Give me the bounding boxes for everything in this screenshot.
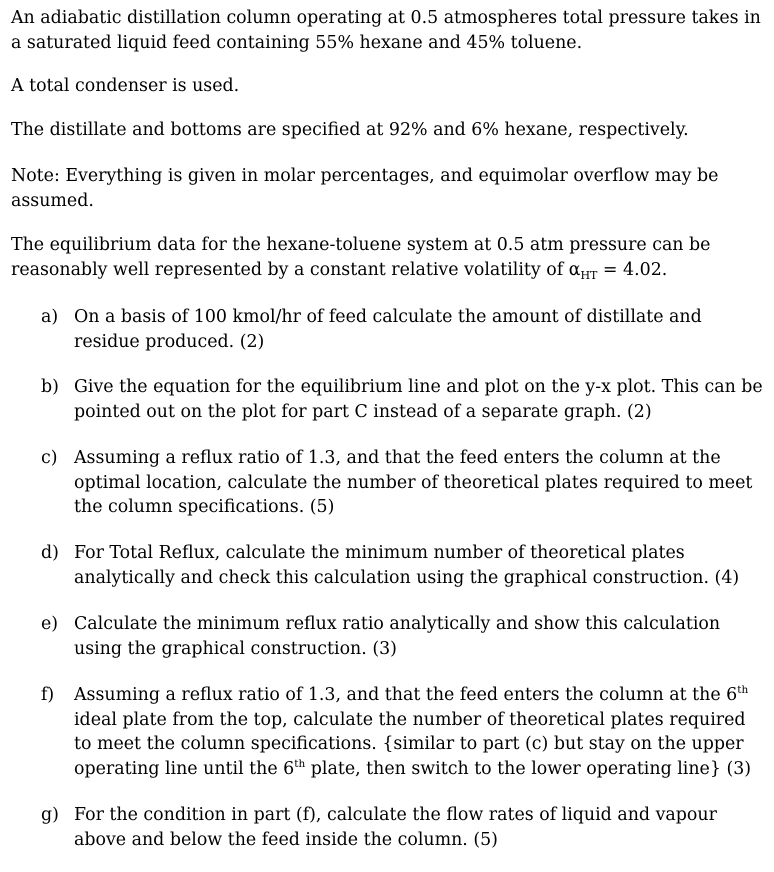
question-e xyxy=(41,612,767,661)
question-text-part: ideal plate from the top, calculate the number of theoretical plates required to meet the column specifications. {similar to part (c) but stay on the upper operating line until the 6 xyxy=(74,709,746,779)
question-text: Calculate the minimum reflux ratio analytically and show this calculation using the graphical construction. (3) xyxy=(74,614,721,659)
intro-paragraph-feed: An adiabatic distillation column operating at 0.5 atmospheres total pressure takes in a saturated liquid feed containing 55% hexane and 45% toluene. xyxy=(11,8,761,53)
question-text-part: plate, then switch to the lower operating line} (3) xyxy=(305,758,752,779)
question-label: c) xyxy=(41,448,58,468)
alpha-subscript: HT xyxy=(580,268,598,282)
question-b xyxy=(41,375,767,424)
question-label: a) xyxy=(41,307,59,327)
question-label: e) xyxy=(41,614,59,634)
question-a xyxy=(41,305,767,354)
question-c xyxy=(41,446,767,520)
question-text: Give the equation for the equilibrium line and plot on the y-x plot. This can be pointed out on the plot for part C instead of a separate graph. (2) xyxy=(74,377,763,422)
question-text xyxy=(74,683,767,781)
question-f xyxy=(41,683,767,781)
question-text: Assuming a reflux ratio of 1.3, and that the feed enters the column at the optimal location, calculate the number of theoretical plates required to meet the column specifications. (5) xyxy=(74,448,753,517)
question-label: g) xyxy=(41,805,59,825)
question-text: On a basis of 100 kmol/hr of feed calculate the amount of distillate and residue produced. (2) xyxy=(74,307,702,352)
intro-paragraph-note: Note: Everything is given in molar percentages, and equimolar overflow may be assumed. xyxy=(11,166,719,211)
ordinal-superscript: th xyxy=(294,757,306,770)
question-text: For Total Reflux, calculate the minimum number of theoretical plates analytically and check this calculation using the graphical construction. (4) xyxy=(74,543,740,588)
equilibrium-text: The equilibrium data for the hexane-toluene system at 0.5 atm pressure can be reasonably well represented by a constant relative volatility of xyxy=(11,235,711,280)
question-g xyxy=(41,803,767,852)
question-d xyxy=(41,541,767,590)
intro-paragraph-equilibrium xyxy=(11,233,767,282)
intro-paragraph-specs: The distillate and bottoms are specified at 92% and 6% hexane, respectively. xyxy=(11,120,689,140)
question-label: b) xyxy=(41,377,59,397)
alpha-symbol: α xyxy=(568,259,581,280)
question-text: For the condition in part (f), calculate the flow rates of liquid and vapour above and below the feed inside the column. (5) xyxy=(74,805,717,850)
intro-paragraph-condenser: A total condenser is used. xyxy=(11,76,240,96)
question-label: d) xyxy=(41,543,59,563)
question-text-part: Assuming a reflux ratio of 1.3, and that the feed enters the column at the 6 xyxy=(74,685,738,705)
question-label: f) xyxy=(41,685,55,705)
alpha-value: = 4.02. xyxy=(597,259,668,280)
ordinal-superscript: th xyxy=(737,684,749,696)
